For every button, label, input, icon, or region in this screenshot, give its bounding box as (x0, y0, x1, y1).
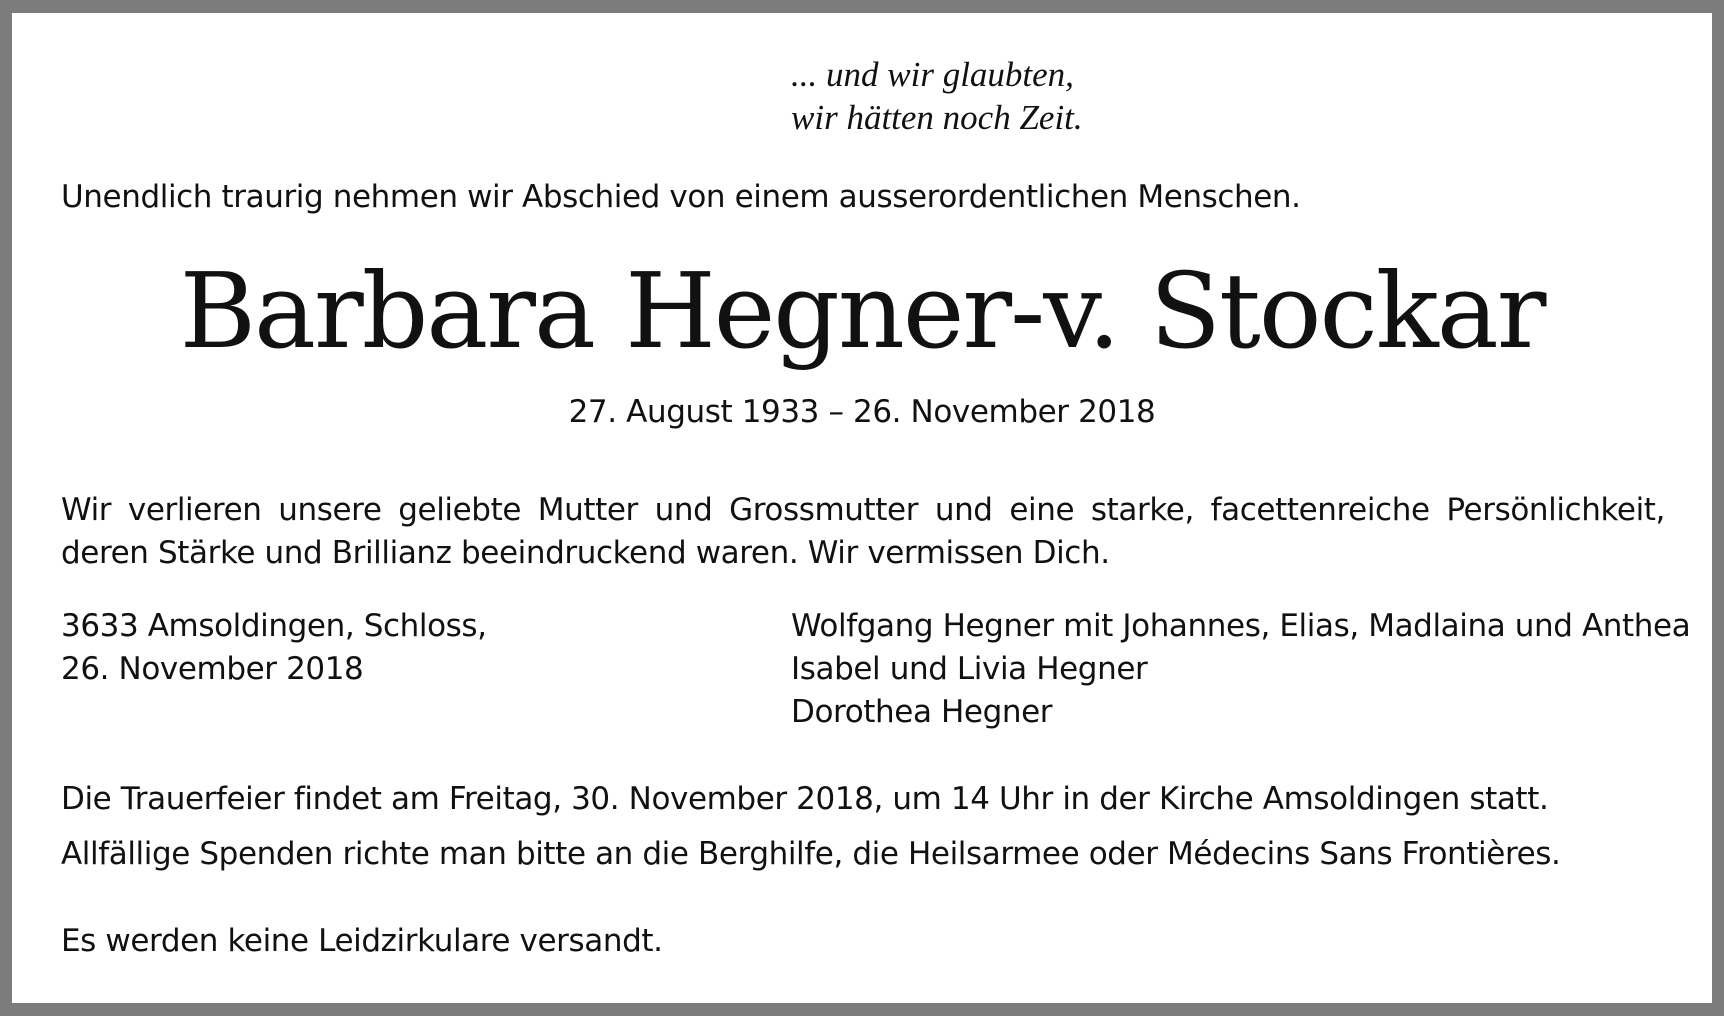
mourner-line: Isabel und Livia Hegner (791, 651, 1148, 687)
motto-quote (791, 53, 1083, 139)
motto-line-2: wir hätten noch Zeit. (791, 98, 1083, 137)
life-dates: 27. August 1933 – 26. November 2018 (568, 394, 1156, 430)
donations-info: Allfällige Spenden richte man bitte an die Berghilfe, die Heilsarmee oder Médecins Sans Frontières. (61, 836, 1561, 872)
date-line: 26. November 2018 (61, 651, 364, 687)
place-line: 3633 Amsoldingen, Schloss, (61, 608, 487, 644)
intro-text: Unendlich traurig nehmen wir Abschied von einem ausserordentlichen Menschen. (61, 179, 1301, 215)
obituary-notice (12, 13, 1712, 1003)
deceased-name: Barbara Hegner-v. Stockar (179, 250, 1545, 372)
tribute-paragraph: Wir verlieren unsere geliebte Mutter und Grossmutter und eine starke, facettenreiche Persönlichkeit, deren Stärke und Brillianz beeindruckend waren. Wir vermissen Dich. (61, 492, 1665, 571)
closing-note: Es werden keine Leidzirkulare versandt. (61, 923, 663, 959)
place-date-block (61, 605, 487, 691)
mourner-line: Wolfgang Hegner mit Johannes, Elias, Madlaina und Anthea (791, 608, 1691, 644)
mourner-line: Dorothea Hegner (791, 694, 1053, 730)
mourners-list (791, 605, 1690, 734)
motto-line-1: ... und wir glaubten, (791, 55, 1074, 94)
service-info: Die Trauerfeier findet am Freitag, 30. November 2018, um 14 Uhr in der Kirche Amsoldingen statt. (61, 781, 1549, 817)
